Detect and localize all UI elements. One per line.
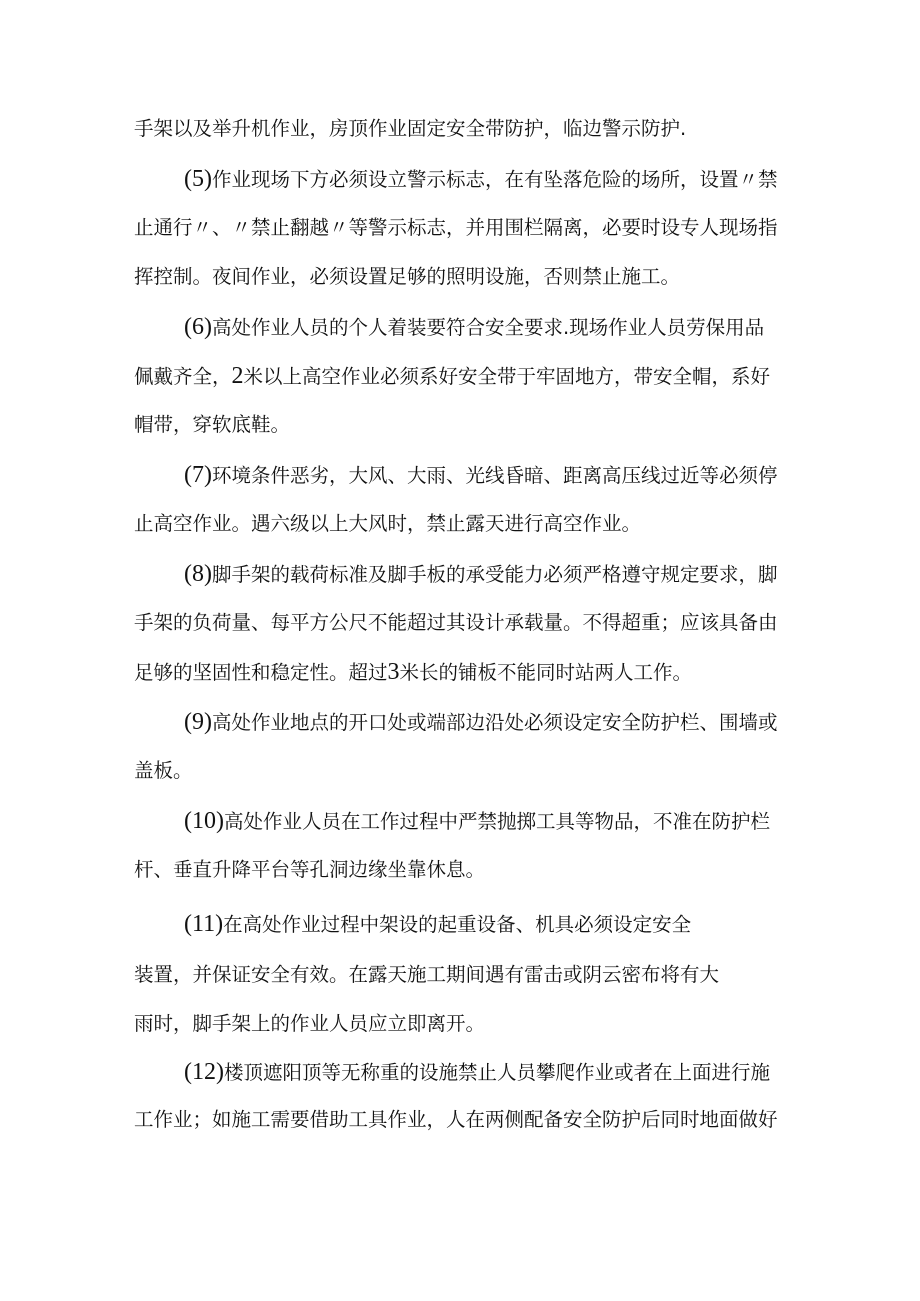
- paragraph-line: [184, 313, 764, 342]
- item-number: (7): [184, 462, 212, 488]
- paragraph-line: [184, 910, 691, 939]
- inline-number: 3: [387, 659, 400, 685]
- line-text: 止高空作业。遇六级以上大风时，禁止露天进行高空作业。: [134, 512, 642, 535]
- item-number: (12): [184, 1059, 224, 1085]
- line-text: 帽带，穿软底鞋。: [134, 413, 291, 436]
- paragraph-line: [134, 214, 778, 242]
- line-text: 高处作业人员的个人着装要符合安全要求.现场作业人员劳保用品: [211, 316, 765, 339]
- paragraph-line: [134, 658, 692, 687]
- line-text: 杆、垂直升降平台等孔洞边缘坐靠休息。: [134, 858, 486, 881]
- line-text: 脚手架的载荷标准及脚手板的承受能力必须严格遵守规定要求，脚: [211, 563, 778, 586]
- paragraph-line: [134, 510, 641, 538]
- paragraph-line: [134, 1106, 778, 1134]
- line-text: 足够的坚固性和稳定性。超过: [134, 661, 388, 684]
- line-text: 手架以及举升机作业，房顶作业固定安全带防护，临边警示防护.: [134, 117, 687, 140]
- paragraph-line: [184, 708, 778, 737]
- paragraph-line: [184, 461, 778, 490]
- paragraph-line: [134, 757, 193, 785]
- line-text: 装置，并保证安全有效。在露天施工期间遇有雷击或阴云密布将有大: [134, 963, 720, 986]
- paragraph-line: [134, 411, 290, 439]
- paragraph-line: [184, 807, 770, 836]
- item-number: (10): [184, 808, 224, 834]
- line-text: 工作业；如施工需要借助工具作业，人在两侧配备安全防护后同时地面做好: [134, 1108, 778, 1131]
- line-text: 佩戴齐全，: [134, 365, 232, 388]
- paragraph-line: [184, 1058, 770, 1087]
- paragraph-line: [134, 263, 680, 291]
- paragraph-line: [184, 560, 778, 589]
- line-text: 挥控制。夜间作业，必须设置足够的照明设施，否则禁止施工。: [134, 265, 681, 288]
- item-number: (11): [184, 911, 224, 937]
- line-text: 高处作业人员在工作过程中严禁抛掷工具等物品，不准在防护栏: [223, 810, 770, 833]
- line-text: 作业现场下方必须设立警示标志，在有坠落危险的场所，设置〃禁: [211, 168, 778, 191]
- paragraph-line: [134, 856, 485, 884]
- paragraph-line: [134, 1010, 485, 1038]
- line-text: 在高处作业过程中架设的起重设备、机具必须设定安全: [223, 913, 692, 936]
- line-text: 盖板。: [134, 759, 193, 782]
- paragraph-line: [134, 362, 770, 391]
- paragraph-line: [134, 961, 719, 989]
- line-text: 手架的负荷量、每平方公尺不能超过其设计承载量。不得超重；应该具备由: [134, 611, 778, 634]
- paragraph-line: [184, 165, 778, 194]
- paragraph-line: [134, 609, 778, 637]
- item-number: (8): [184, 561, 212, 587]
- inline-number: 2: [231, 363, 244, 389]
- line-text: 止通行〃、〃禁止翻越〃等警示标志，并用围栏隔离，必要时设专人现场指: [134, 216, 778, 239]
- line-text: 楼顶遮阳顶等无称重的设施禁止人员攀爬作业或者在上面进行施: [223, 1061, 770, 1084]
- line-text: 环境条件恶劣，大风、大雨、光线昏暗、距离高压线过近等必须停: [211, 464, 778, 487]
- paragraph-line: [134, 115, 686, 143]
- item-number: (5): [184, 166, 212, 192]
- line-text: 米以上高空作业必须系好安全带于牢固地方，带安全帽，系好: [243, 365, 771, 388]
- line-text: 米长的铺板不能同时站两人工作。: [399, 661, 693, 684]
- item-number: (6): [184, 314, 212, 340]
- item-number: (9): [184, 709, 212, 735]
- line-text: 高处作业地点的开口处或端部边沿处必须设定安全防护栏、围墙或: [211, 711, 778, 734]
- line-text: 雨时，脚手架上的作业人员应立即离开。: [134, 1012, 486, 1035]
